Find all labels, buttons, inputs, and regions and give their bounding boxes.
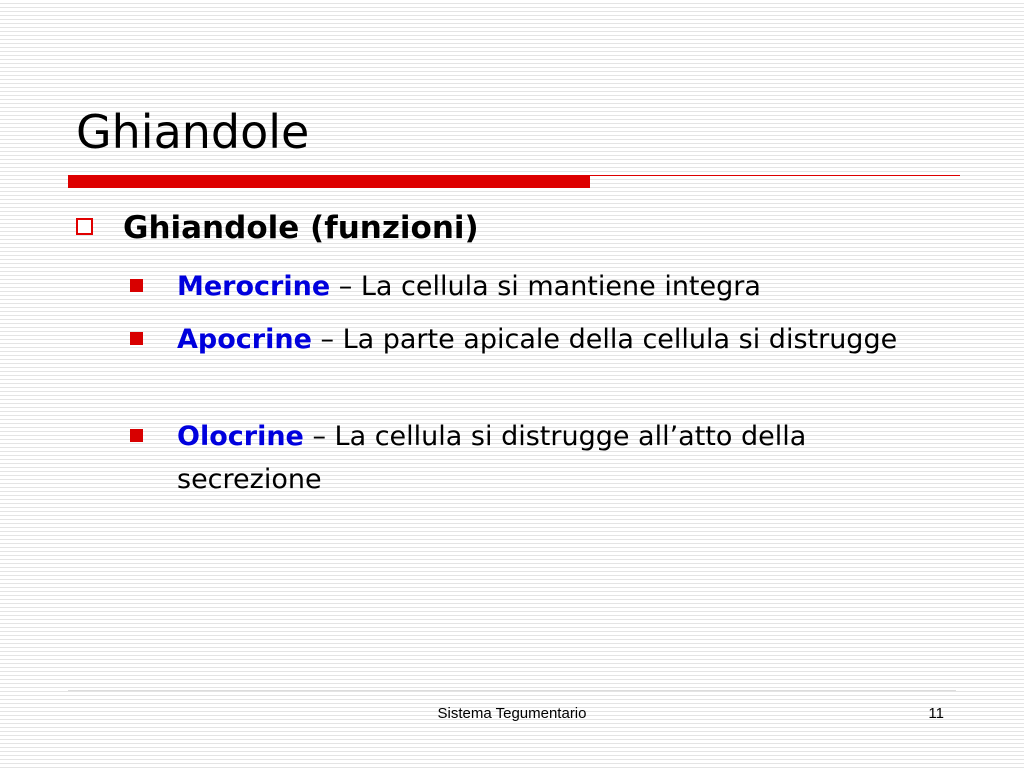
bullet-text	[177, 265, 907, 308]
bullet-olocrine	[130, 415, 930, 501]
bullet-merocrine	[130, 265, 930, 308]
filled-square-icon	[130, 279, 143, 292]
term-separator: –	[303, 421, 335, 452]
bullet-text	[177, 318, 907, 361]
term-description: La cellula si mantiene integra	[360, 271, 761, 302]
title-underline-thin	[590, 175, 960, 176]
filled-square-icon	[130, 429, 143, 442]
term-label: Olocrine	[177, 421, 304, 452]
term-label: Apocrine	[177, 324, 312, 355]
title-underline-thick	[68, 175, 590, 188]
filled-square-icon	[130, 332, 143, 345]
term-label: Merocrine	[177, 271, 331, 302]
term-separator: –	[311, 324, 343, 355]
footer-divider	[68, 690, 956, 691]
term-description: La parte apicale della cellula si distrugge	[342, 324, 898, 355]
slide-title: Ghiandole	[76, 105, 310, 159]
bullet-apocrine	[130, 318, 930, 361]
bullet-level1-text: Ghiandole (funzioni)	[123, 210, 479, 246]
term-separator: –	[330, 271, 361, 302]
bullet-level1	[76, 203, 956, 253]
bullet-text	[177, 415, 907, 501]
hollow-square-icon	[76, 218, 93, 235]
term-description: La cellula si distrugge all’atto della secrezione	[177, 421, 807, 495]
page-number: 11	[928, 705, 944, 722]
footer-title: Sistema Tegumentario	[437, 705, 587, 722]
